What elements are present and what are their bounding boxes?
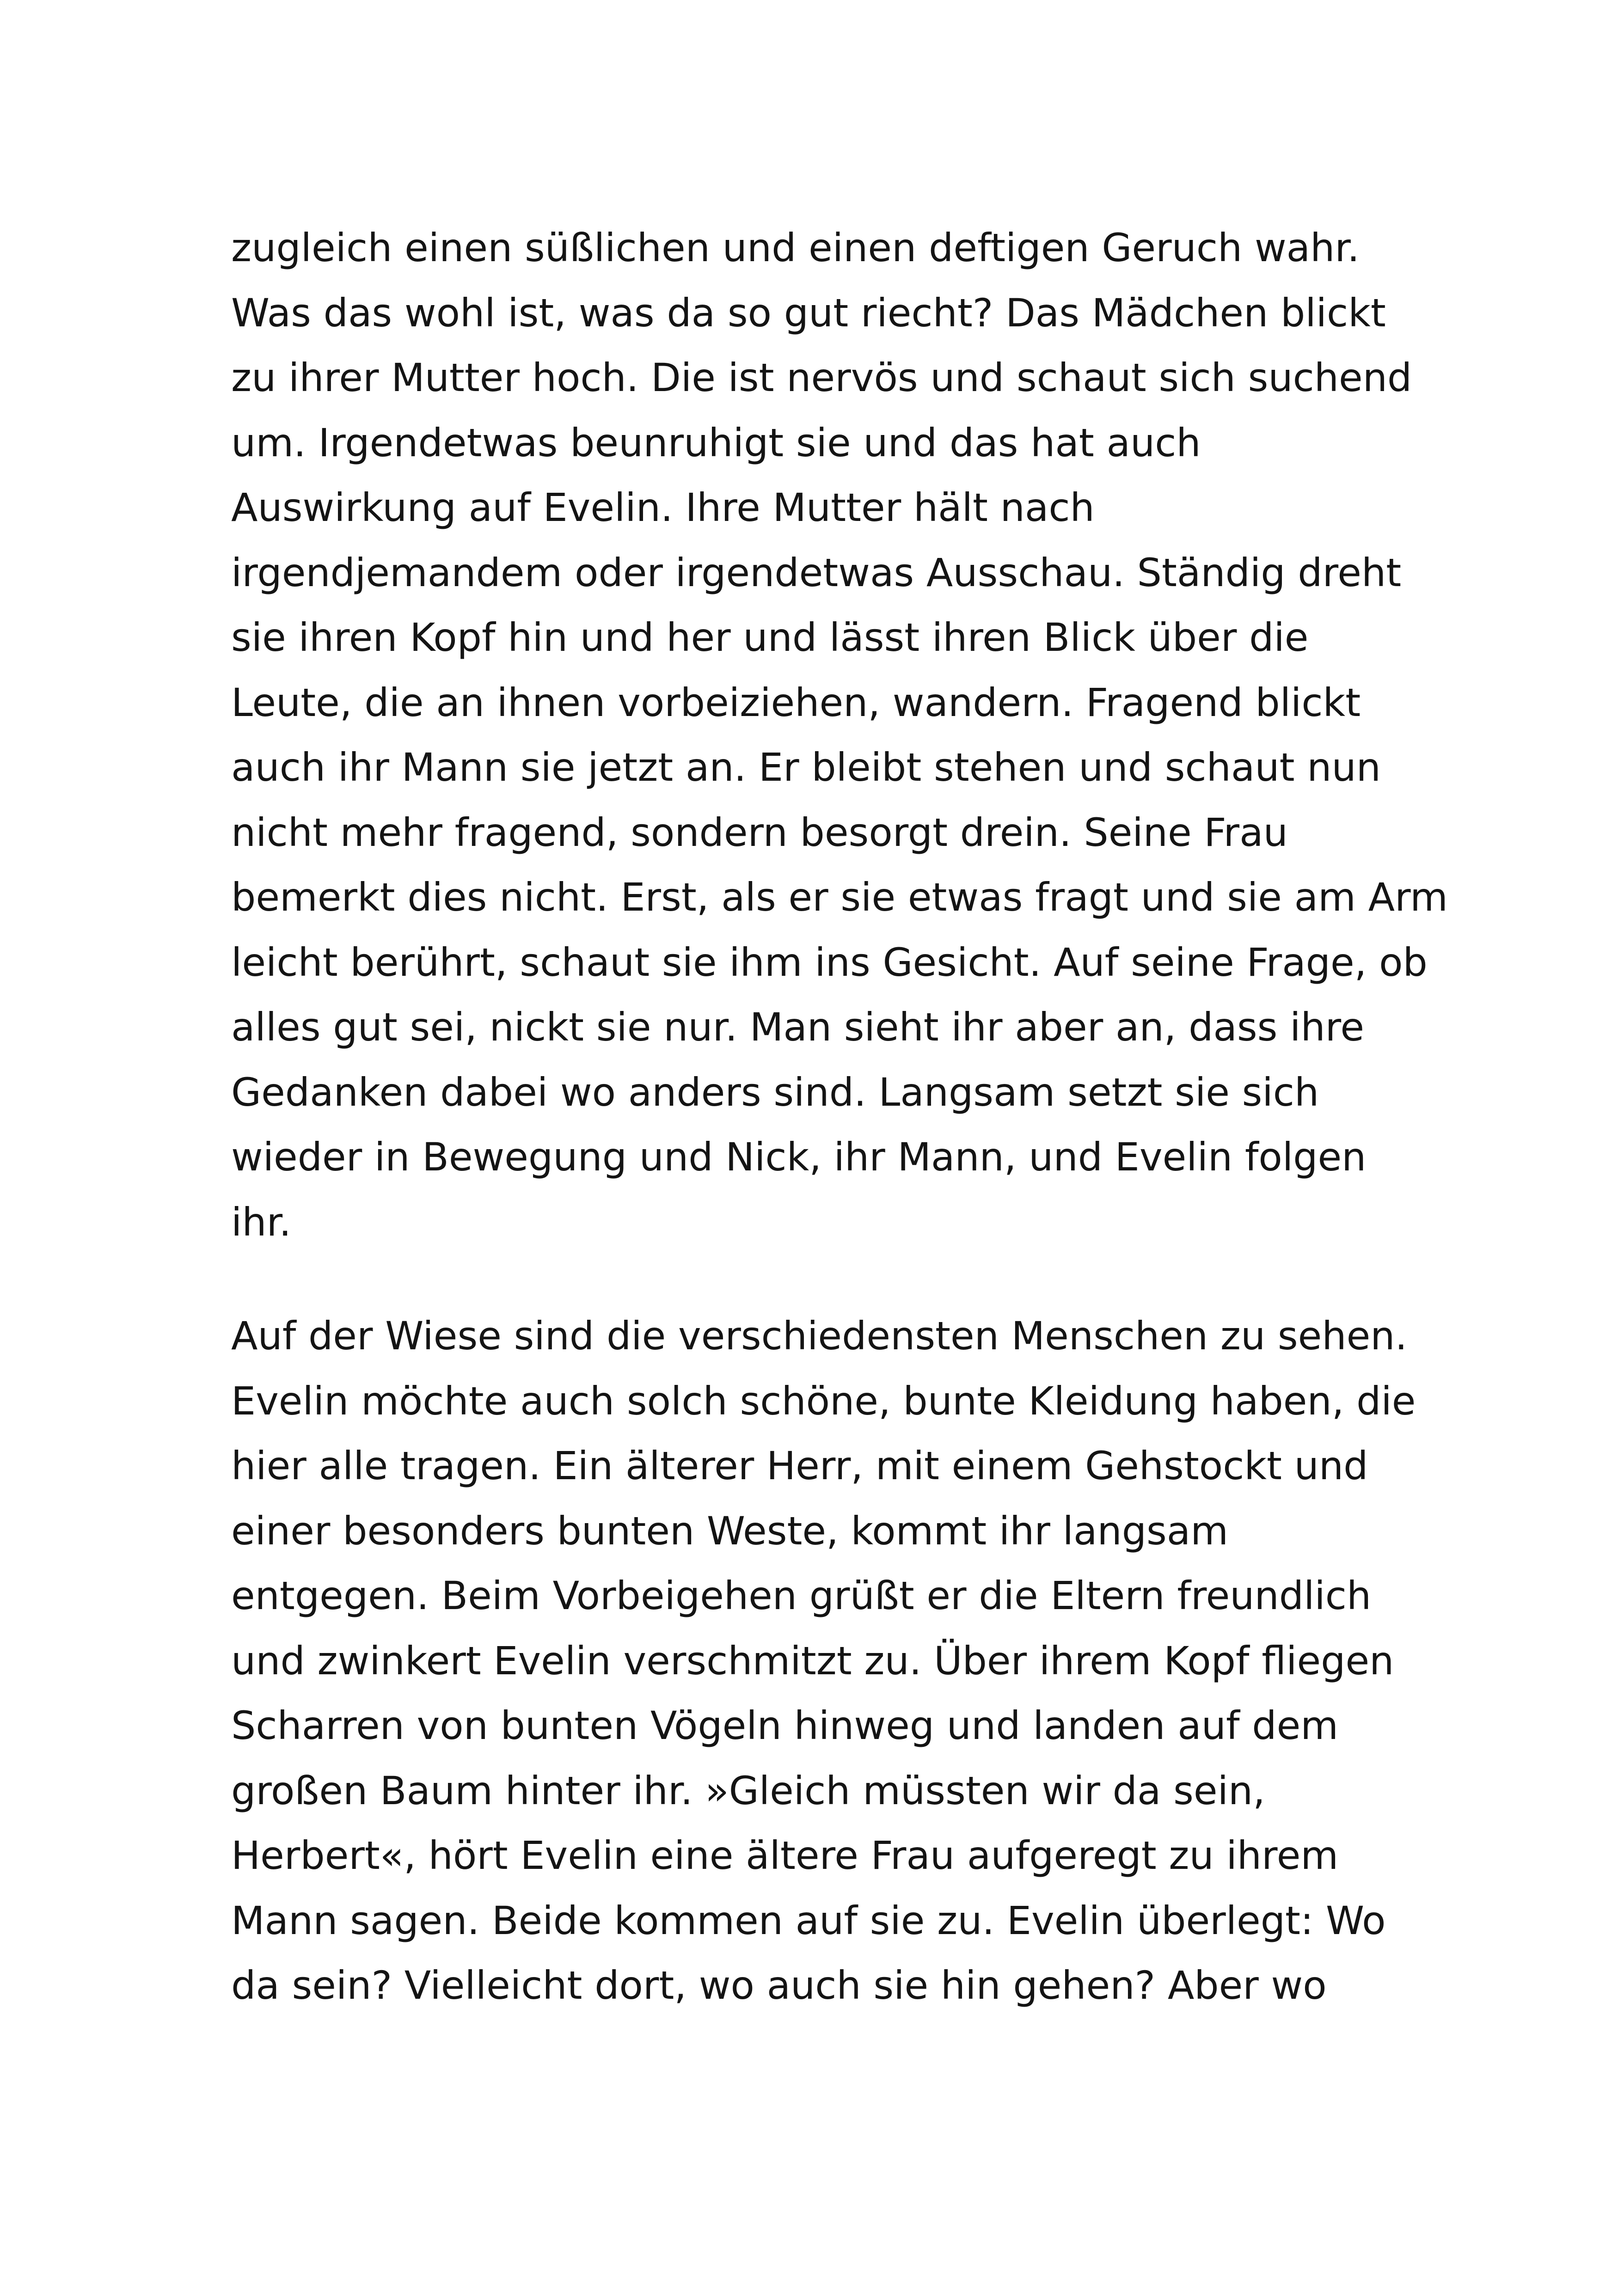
text-line: Evelin möchte auch solch schöne, bunte Kleidung haben, die [231, 1378, 1416, 1424]
text-line: Was das wohl ist, was da so gut riecht? Das Mädchen blickt [231, 290, 1386, 336]
text-line: leicht berührt, schaut sie ihm ins Gesicht. Auf seine Frage, ob [231, 939, 1428, 985]
text-line: Scharren von bunten Vögeln hinweg und landen auf dem [231, 1703, 1339, 1748]
text-line: sie ihren Kopf hin und her und lässt ihren Blick über die [231, 615, 1309, 660]
paragraph-spacing [231, 1255, 1415, 1304]
text-line: Mann sagen. Beide kommen auf sie zu. Evelin überlegt: Wo [231, 1898, 1386, 1943]
text-line: irgendjemandem oder irgendetwas Ausschau. Ständig dreht [231, 550, 1402, 595]
text-line: Auf der Wiese sind die verschiedensten Menschen zu sehen. [231, 1313, 1408, 1359]
text-line: und zwinkert Evelin verschmitzt zu. Über ihrem Kopf fliegen [231, 1638, 1394, 1684]
text-line: ihr. [231, 1199, 292, 1245]
text-line: alles gut sei, nickt sie nur. Man sieht ihr aber an, dass ihre [231, 1004, 1365, 1050]
text-line: Auswirkung auf Evelin. Ihre Mutter hält nach [231, 485, 1095, 530]
paragraph-2 [231, 1304, 1415, 2018]
text-line: Leute, die an ihnen vorbeiziehen, wandern. Fragend blickt [231, 680, 1361, 725]
text-line: großen Baum hinter ihr. »Gleich müssten wir da sein, [231, 1768, 1265, 1813]
text-line: auch ihr Mann sie jetzt an. Er bleibt stehen und schaut nun [231, 745, 1381, 790]
text-line: um. Irgendetwas beunruhigt sie und das hat auch [231, 420, 1201, 465]
body-text [231, 215, 1448, 2018]
text-line: da sein? Vielleicht dort, wo auch sie hin gehen? Aber wo [231, 1963, 1327, 2008]
text-line: einer besonders bunten Weste, kommt ihr langsam [231, 1508, 1229, 1554]
text-line: bemerkt dies nicht. Erst, als er sie etwas fragt und sie am Arm [231, 875, 1448, 920]
text-line: nicht mehr fragend, sondern besorgt drein. Seine Frau [231, 809, 1288, 855]
text-line: zugleich einen süßlichen und einen deftigen Geruch wahr. [231, 225, 1360, 270]
text-line: hier alle tragen. Ein älterer Herr, mit einem Gehstockt und [231, 1443, 1368, 1488]
text-line: wieder in Bewegung und Nick, ihr Mann, und Evelin folgen [231, 1134, 1367, 1180]
text-line: zu ihrer Mutter hoch. Die ist nervös und schaut sich suchend [231, 355, 1412, 400]
paragraph-1 [231, 215, 1448, 1255]
text-line: Herbert«, hört Evelin eine ältere Frau aufgeregt zu ihrem [231, 1833, 1339, 1878]
text-line: entgegen. Beim Vorbeigehen grüßt er die Eltern freundlich [231, 1573, 1372, 1618]
text-line: Gedanken dabei wo anders sind. Langsam setzt sie sich [231, 1069, 1319, 1115]
